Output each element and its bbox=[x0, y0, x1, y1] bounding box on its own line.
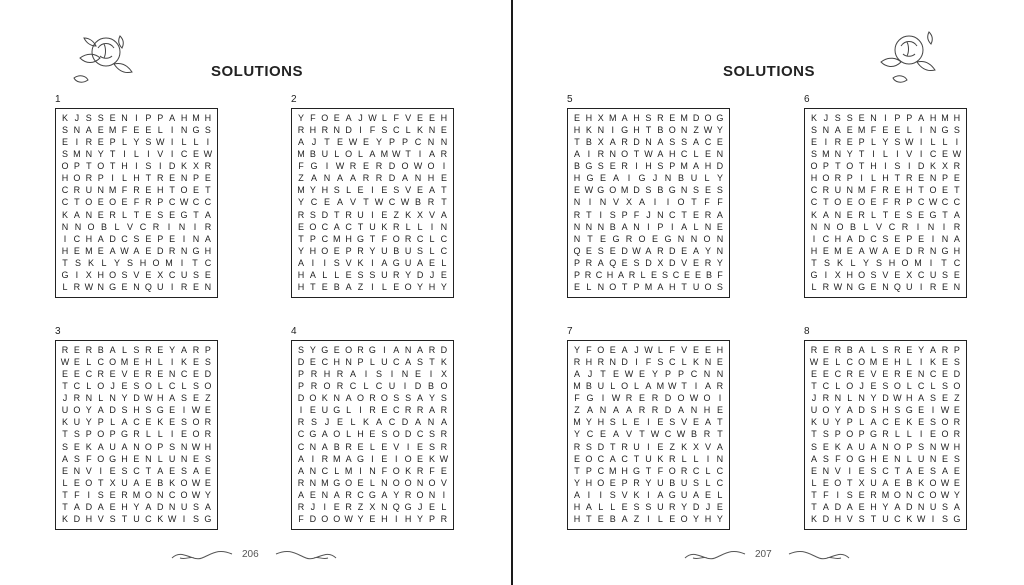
grid-row: O P T O T H I S I D K X R bbox=[61, 161, 212, 172]
grid-row: M B U L O L A M W T I A R bbox=[297, 148, 448, 159]
grid-row: E E C R E V E R E N C E D bbox=[61, 368, 212, 379]
grid-row: A I R N O T W A H C L E N bbox=[573, 148, 724, 159]
grid-row: H E M E A W A E D R N G H bbox=[810, 245, 961, 256]
grid-row: I C H A D C S E P E I N A bbox=[63, 233, 211, 244]
grid-row: P R O R C L C U I D B O bbox=[297, 380, 448, 391]
grid-row: N I N V X A I I O T F F bbox=[573, 197, 723, 208]
grid-row: B G S E R I H S P M A H D bbox=[573, 161, 724, 172]
grid-row: J R N L N Y D W H A S E Z bbox=[62, 393, 211, 404]
puzzle-grid bbox=[291, 108, 454, 298]
grid-row: S N A E M F E E L I N G S bbox=[61, 124, 211, 135]
grid-row: L E O T X U A E B K O W E bbox=[62, 477, 211, 488]
puzzle-grid bbox=[804, 108, 967, 298]
page-title: SOLUTIONS bbox=[211, 63, 304, 80]
page-number: 206 bbox=[242, 549, 259, 560]
grid-row: A N C L M I N F O K R F E bbox=[297, 465, 447, 476]
grid-row: M Y H S L E I E S V E A T bbox=[297, 185, 447, 196]
page-footer bbox=[170, 546, 340, 564]
page-footer bbox=[683, 546, 853, 564]
grid-row: K U Y P L A C E K E S O R bbox=[61, 417, 212, 428]
puzzle-number: 6 bbox=[804, 94, 810, 105]
grid-row: S E K A U A N O P S N W H bbox=[810, 441, 961, 452]
grid-row: U O Y A D S H S G E I W E bbox=[61, 405, 211, 416]
grid-row: W E L C O M E H L I K E S bbox=[60, 356, 211, 367]
grid-row: P R H R A I S I N E I X bbox=[297, 368, 447, 379]
puzzle-grid bbox=[567, 108, 730, 298]
grid-row: M B U L O L A M W T I A R bbox=[573, 380, 724, 391]
grid-row: R J I E R Z X N Q G J E L bbox=[297, 502, 447, 513]
grid-row: Y C E A V T W C W B R T bbox=[573, 429, 723, 440]
grid-row: M Y H S L E I E S V E A T bbox=[573, 417, 723, 428]
grid-row: H O R P I L H T R E N P E bbox=[61, 173, 211, 184]
grid-row: E O C A C T U K R L L I N bbox=[573, 453, 724, 464]
puzzle-number: 5 bbox=[567, 94, 573, 105]
grid-row: H G E A I G J N B U L Y bbox=[573, 173, 723, 184]
grid-row: U O Y A D S H S G E I W E bbox=[810, 405, 960, 416]
rose-illustration bbox=[70, 18, 142, 90]
grid-row: H K N I G H T B O N Z W Y bbox=[573, 124, 723, 135]
grid-row: A I I S V K I A G U A E L bbox=[297, 258, 447, 269]
grid-row: F G I W R E R D O W O I bbox=[298, 161, 446, 172]
grid-row: R T I S P F J N C T E R A bbox=[573, 209, 723, 220]
grid-row: R E R B A L S R E Y A R P bbox=[61, 344, 211, 355]
grid-row: S M N Y T I L I V I C E W bbox=[61, 148, 213, 159]
puzzle-grid bbox=[291, 340, 454, 530]
grid-row: K U Y P L A C E K E S O R bbox=[810, 417, 961, 428]
flourish-ornament bbox=[274, 546, 338, 564]
grid-row: Q E S E D W A R D E A Y N bbox=[573, 245, 724, 256]
grid-row: E I R E P L Y S W I L L I bbox=[810, 136, 959, 147]
grid-row: T S K L Y S H O M I T C bbox=[811, 258, 961, 269]
grid-row: C R U N M F R E H T O E T bbox=[61, 185, 211, 196]
grid-row: H A L L E S S U R Y D J E bbox=[573, 502, 723, 513]
rose-illustration bbox=[873, 18, 945, 90]
puzzle-number: 4 bbox=[291, 326, 297, 337]
puzzle-grid bbox=[567, 340, 730, 530]
puzzle-number: 8 bbox=[804, 326, 810, 337]
grid-row: W E L C O M E H L I K E S bbox=[809, 356, 960, 367]
flourish-ornament bbox=[683, 546, 747, 564]
grid-row: R S D T R U I E Z K X V A bbox=[297, 209, 447, 220]
grid-row: K D H V S T U C K W I S G bbox=[61, 514, 212, 525]
grid-row: R S D T R U I E Z K X V A bbox=[573, 441, 723, 452]
grid-row: J R N L N Y D W H A S E Z bbox=[811, 393, 960, 404]
grid-row: T A D A E H Y A D N U S A bbox=[62, 502, 211, 513]
grid-row: T A D A E H Y A D N U S A bbox=[811, 502, 960, 513]
grid-row: O P T O T H I S I D K X R bbox=[810, 161, 961, 172]
grid-row: E W G O M D S B G N S E S bbox=[573, 185, 723, 196]
grid-row: H E M E A W A E D R N G H bbox=[61, 245, 212, 256]
grid-row: H A L L E S S U R Y D J E bbox=[297, 270, 447, 281]
grid-row: Y C E A V T W C W B R T bbox=[297, 197, 447, 208]
grid-row: H O R P I L H T R E N P E bbox=[810, 173, 960, 184]
puzzle-number: 2 bbox=[291, 94, 297, 105]
grid-row: C T O E O E F R P C W C C bbox=[810, 197, 961, 208]
grid-row: A S F O G H E N L U N E S bbox=[810, 453, 960, 464]
grid-row: N N O B L V C R I N I R bbox=[61, 221, 212, 232]
grid-row: R H R N D I F S C L K N E bbox=[297, 124, 447, 135]
grid-row: H T E B A Z I L E O Y H Y bbox=[573, 514, 723, 525]
grid-row: I E U G L I R E C R R A R bbox=[299, 405, 448, 416]
grid-row: K J S S E N I P P A H M H bbox=[61, 112, 212, 123]
grid-row: K J S S E N I P P A H M H bbox=[810, 112, 961, 123]
grid-row: G I X H O S V E X C U S E bbox=[810, 270, 960, 281]
flourish-ornament bbox=[787, 546, 851, 564]
grid-row: E I R E P L Y S W I L L I bbox=[61, 136, 210, 147]
grid-row: H T E B A Z I L E O Y H Y bbox=[297, 282, 447, 293]
grid-row: T P C M H G T F O R C L C bbox=[574, 465, 724, 476]
grid-row: E N V I E S C T A E S A E bbox=[810, 465, 960, 476]
grid-row: E O C A C T U K R L L I N bbox=[297, 221, 448, 232]
grid-row: L R W N G E N Q U I R E N bbox=[62, 282, 212, 293]
grid-row: Z A N A A R R D A N H E bbox=[574, 405, 723, 416]
grid-row: N N O B L V C R I N I R bbox=[810, 221, 961, 232]
grid-row: Y H O E P R Y U B U S L C bbox=[573, 477, 724, 488]
grid-row: L E O T X U A E B K O W E bbox=[811, 477, 960, 488]
grid-row: P R A Q E S D X D V E R Y bbox=[573, 258, 723, 269]
grid-row: E H X M A H S R E M D O G bbox=[573, 112, 724, 123]
grid-row: D E C H N P L U C A S T K bbox=[297, 356, 447, 367]
grid-row: A J T E W E Y P P C N N bbox=[297, 136, 448, 147]
grid-row: T S P O P G R L L I E O R bbox=[811, 429, 961, 440]
grid-row: S N A E M F E E L I N G S bbox=[810, 124, 960, 135]
puzzle-grid bbox=[55, 340, 218, 530]
grid-row: K A N E R L T E S E G T A bbox=[61, 209, 211, 220]
grid-row: P R C H A R L E S C E E B F bbox=[573, 270, 723, 281]
left-page bbox=[0, 0, 511, 585]
grid-row: T F I S E R M O N C O W Y bbox=[62, 490, 211, 501]
grid-row: F D O O W Y E H I H Y P R bbox=[298, 514, 448, 525]
grid-row: N N N B A N I P I A L N E bbox=[573, 221, 723, 232]
puzzle-number: 1 bbox=[55, 94, 61, 105]
grid-row: T P C M H G T F O R C L C bbox=[298, 233, 448, 244]
grid-row: R N M G O E L N O O N O V bbox=[297, 477, 447, 488]
grid-row: G I X H O S V E X C U S E bbox=[61, 270, 211, 281]
grid-row: R E R B A L S R E Y A R P bbox=[810, 344, 960, 355]
grid-row: S E K A U A N O P S N W H bbox=[61, 441, 212, 452]
grid-row: L R W N G E N Q U I R E N bbox=[811, 282, 961, 293]
puzzle-grid bbox=[55, 108, 218, 298]
grid-row: T C L O J E S O L C L S O bbox=[62, 380, 212, 391]
grid-row: A S F O G H E N L U N E S bbox=[61, 453, 211, 464]
grid-row: T S K L Y S H O M I T C bbox=[62, 258, 212, 269]
grid-row: Y H O E P R Y U B U S L C bbox=[297, 245, 448, 256]
grid-row: R S J E L K A C D A N A bbox=[297, 417, 447, 428]
grid-row: S M N Y T I L I V I C E W bbox=[810, 148, 962, 159]
grid-row: E E C R E V E R E N C E D bbox=[810, 368, 961, 379]
grid-row: T C L O J E S O L C L S O bbox=[811, 380, 961, 391]
grid-row: C G A O L H E S O D C S R bbox=[297, 429, 448, 440]
grid-row: Z A N A A R R D A N H E bbox=[298, 173, 447, 184]
grid-row: A I R M A G I E I O E K W bbox=[297, 453, 449, 464]
page-title: SOLUTIONS bbox=[723, 63, 816, 80]
puzzle-number: 3 bbox=[55, 326, 61, 337]
right-page bbox=[513, 0, 1024, 585]
grid-row: K D H V S T U C K W I S G bbox=[810, 514, 961, 525]
grid-row: E N V I E S C T A E S A E bbox=[61, 465, 211, 476]
grid-row: A E N A R C G A Y R O N I bbox=[297, 490, 446, 501]
grid-row: N T E G R O E G N N O N bbox=[573, 233, 724, 244]
grid-row: T S P O P G R L L I E O R bbox=[62, 429, 212, 440]
grid-row: F G I W R E R D O W O I bbox=[574, 393, 722, 404]
grid-row: C T O E O E F R P C W C C bbox=[61, 197, 212, 208]
grid-row: R H R N D I F S C L K N E bbox=[573, 356, 723, 367]
puzzle-number: 7 bbox=[567, 326, 573, 337]
grid-row: E L N O T P M A H T U O S bbox=[573, 282, 723, 293]
grid-row: I C H A D C S E P E I N A bbox=[812, 233, 960, 244]
puzzle-grid bbox=[804, 340, 967, 530]
grid-row: S Y G E O R G I A N A R D bbox=[297, 344, 448, 355]
grid-row: Y F O E A J W L F V E E H bbox=[573, 344, 724, 355]
grid-row: A J T E W E Y P P C N N bbox=[573, 368, 724, 379]
grid-row: K A N E R L T E S E G T A bbox=[810, 209, 960, 220]
grid-row: T B X A R D N A S S A C E bbox=[574, 136, 723, 147]
grid-row: C N A B R E L E V I E S R bbox=[297, 441, 448, 452]
grid-row: A I I S V K I A G U A E L bbox=[573, 490, 723, 501]
grid-row: D O K N A O R O S S A Y S bbox=[297, 393, 447, 404]
grid-row: Y F O E A J W L F V E E H bbox=[297, 112, 448, 123]
grid-row: T F I S E R M O N C O W Y bbox=[811, 490, 960, 501]
page-number: 207 bbox=[755, 549, 772, 560]
grid-row: C R U N M F R E H T O E T bbox=[810, 185, 960, 196]
flourish-ornament bbox=[170, 546, 234, 564]
